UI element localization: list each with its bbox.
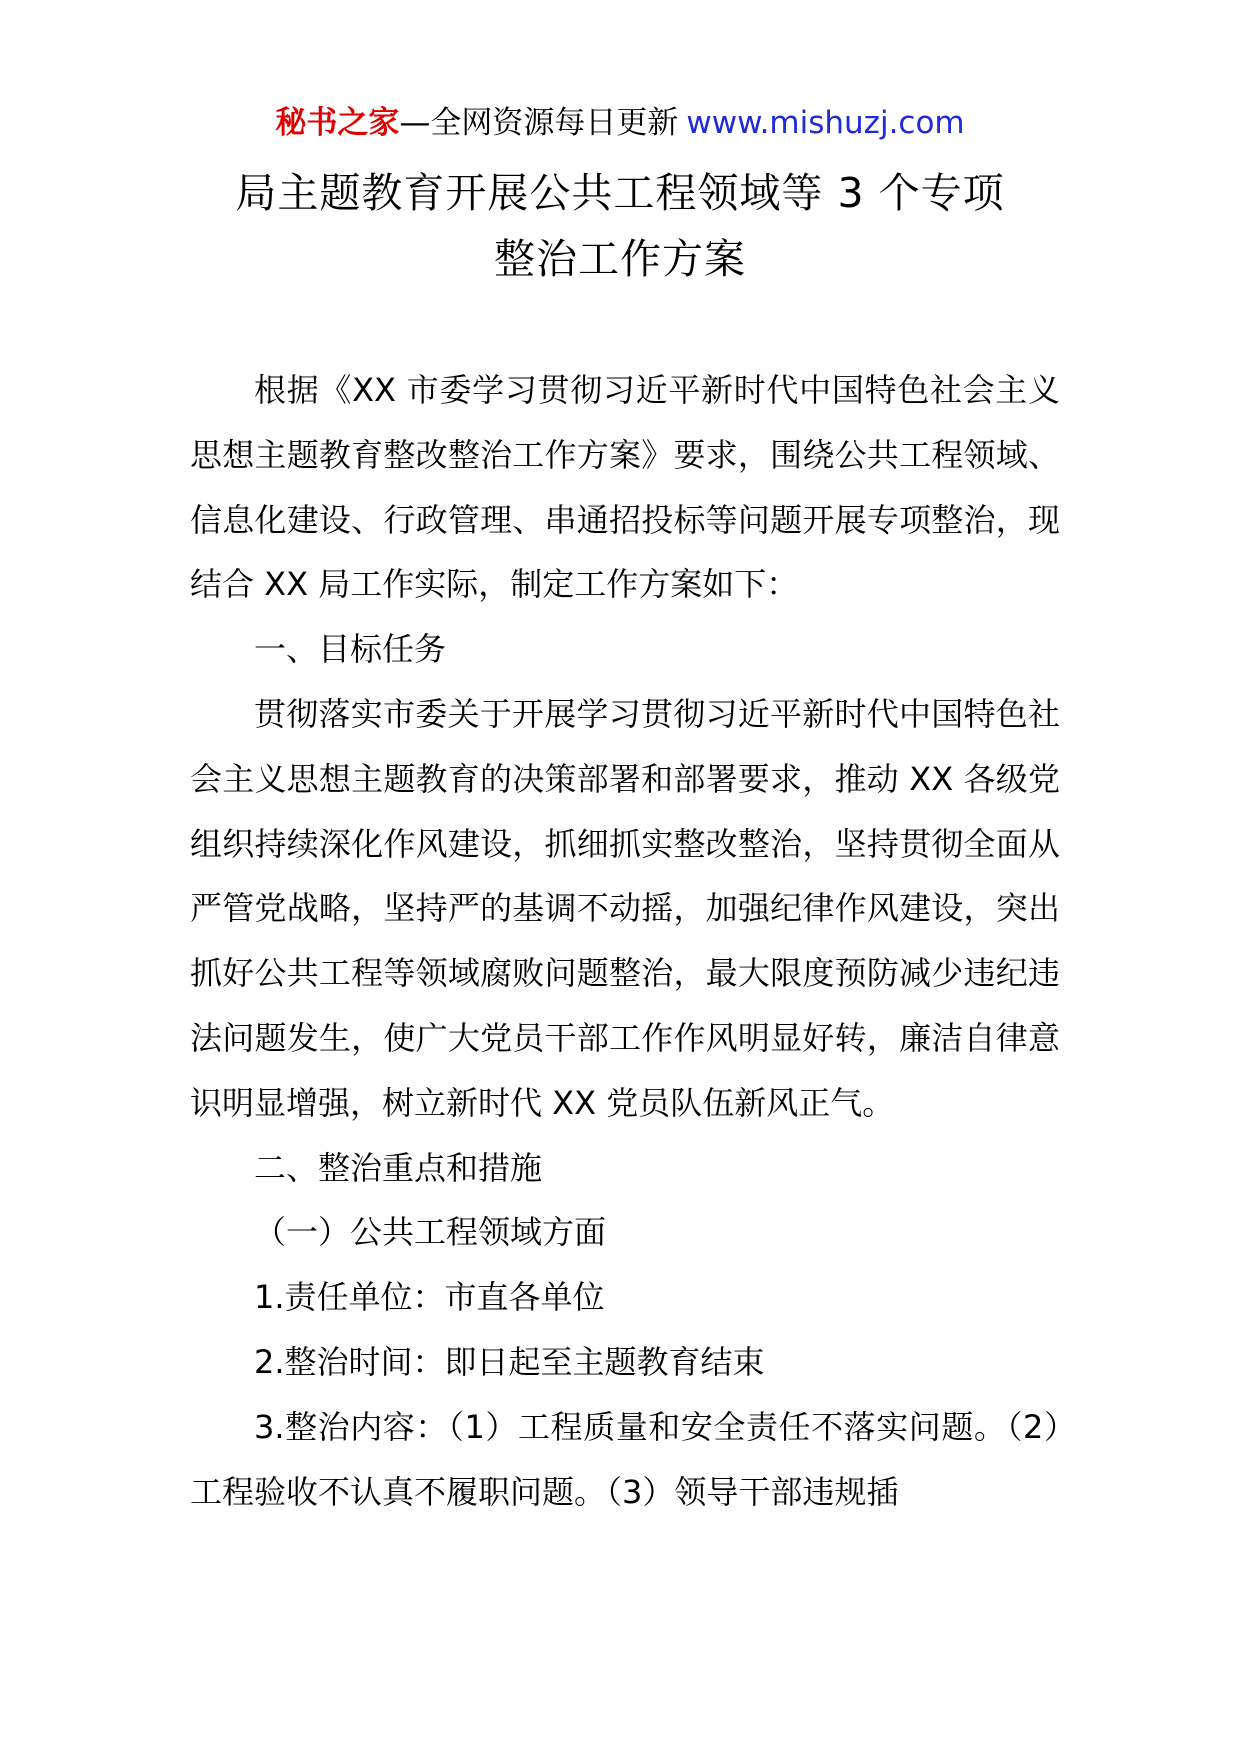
- site-header: [0, 98, 1240, 148]
- item-rectification-time: 2.整治时间：即日起至主题教育结束: [254, 1342, 765, 1381]
- subsection-heading-public-works: （一）公共工程领域方面: [254, 1213, 607, 1252]
- section-heading-measures: 二、整治重点和措施: [254, 1148, 543, 1187]
- intro-paragraph: 根据《XX 市委学习贯彻习近平新时代中国特色社会主义思想主题教育整改整治工作方案》要求，围绕公共工程领域、信息化建设、行政管理、串通招投标等问题开展专项整治，现结合 XX 局工作实际，制定工作方案如下：: [190, 371, 1060, 604]
- title-line-2: 整治工作方案: [494, 235, 746, 283]
- item-rectification-content: 3.整治内容：（1）工程质量和安全责任不落实问题。（2）工程验收不认真不履职问题。（3）领导干部违规插: [190, 1407, 1060, 1511]
- goals-paragraph: 贯彻落实市委关于开展学习贯彻习近平新时代中国特色社会主义思想主题教育的决策部署和部署要求，推动 XX 各级党组织持续深化作风建设，抓细抓实整改整治，坚持贯彻全面从严管党战略，坚持严的基调不动摇，加强纪律作风建设，突出抓好公共工程等领域腐败问题整治，最大限度预防减少违纪违法问题发生，使广大党员干部工作作风明显好转，廉洁自律意识明显增强，树立新时代 XX 党员队伍新风正气。: [190, 694, 1060, 1122]
- brand-name: 秘书之家: [275, 105, 400, 141]
- header-tagline: —全网资源每日更新: [399, 105, 679, 141]
- item-responsible-unit: 1.责任单位：市直各单位: [254, 1278, 605, 1317]
- site-url[interactable]: www.mishuzj.com: [686, 105, 965, 141]
- document-title: [150, 160, 1090, 292]
- title-line-1: 局主题教育开展公共工程领域等 3 个专项: [235, 169, 1005, 217]
- section-heading-goals: 一、目标任务: [254, 630, 447, 669]
- document-body: [190, 358, 1060, 1524]
